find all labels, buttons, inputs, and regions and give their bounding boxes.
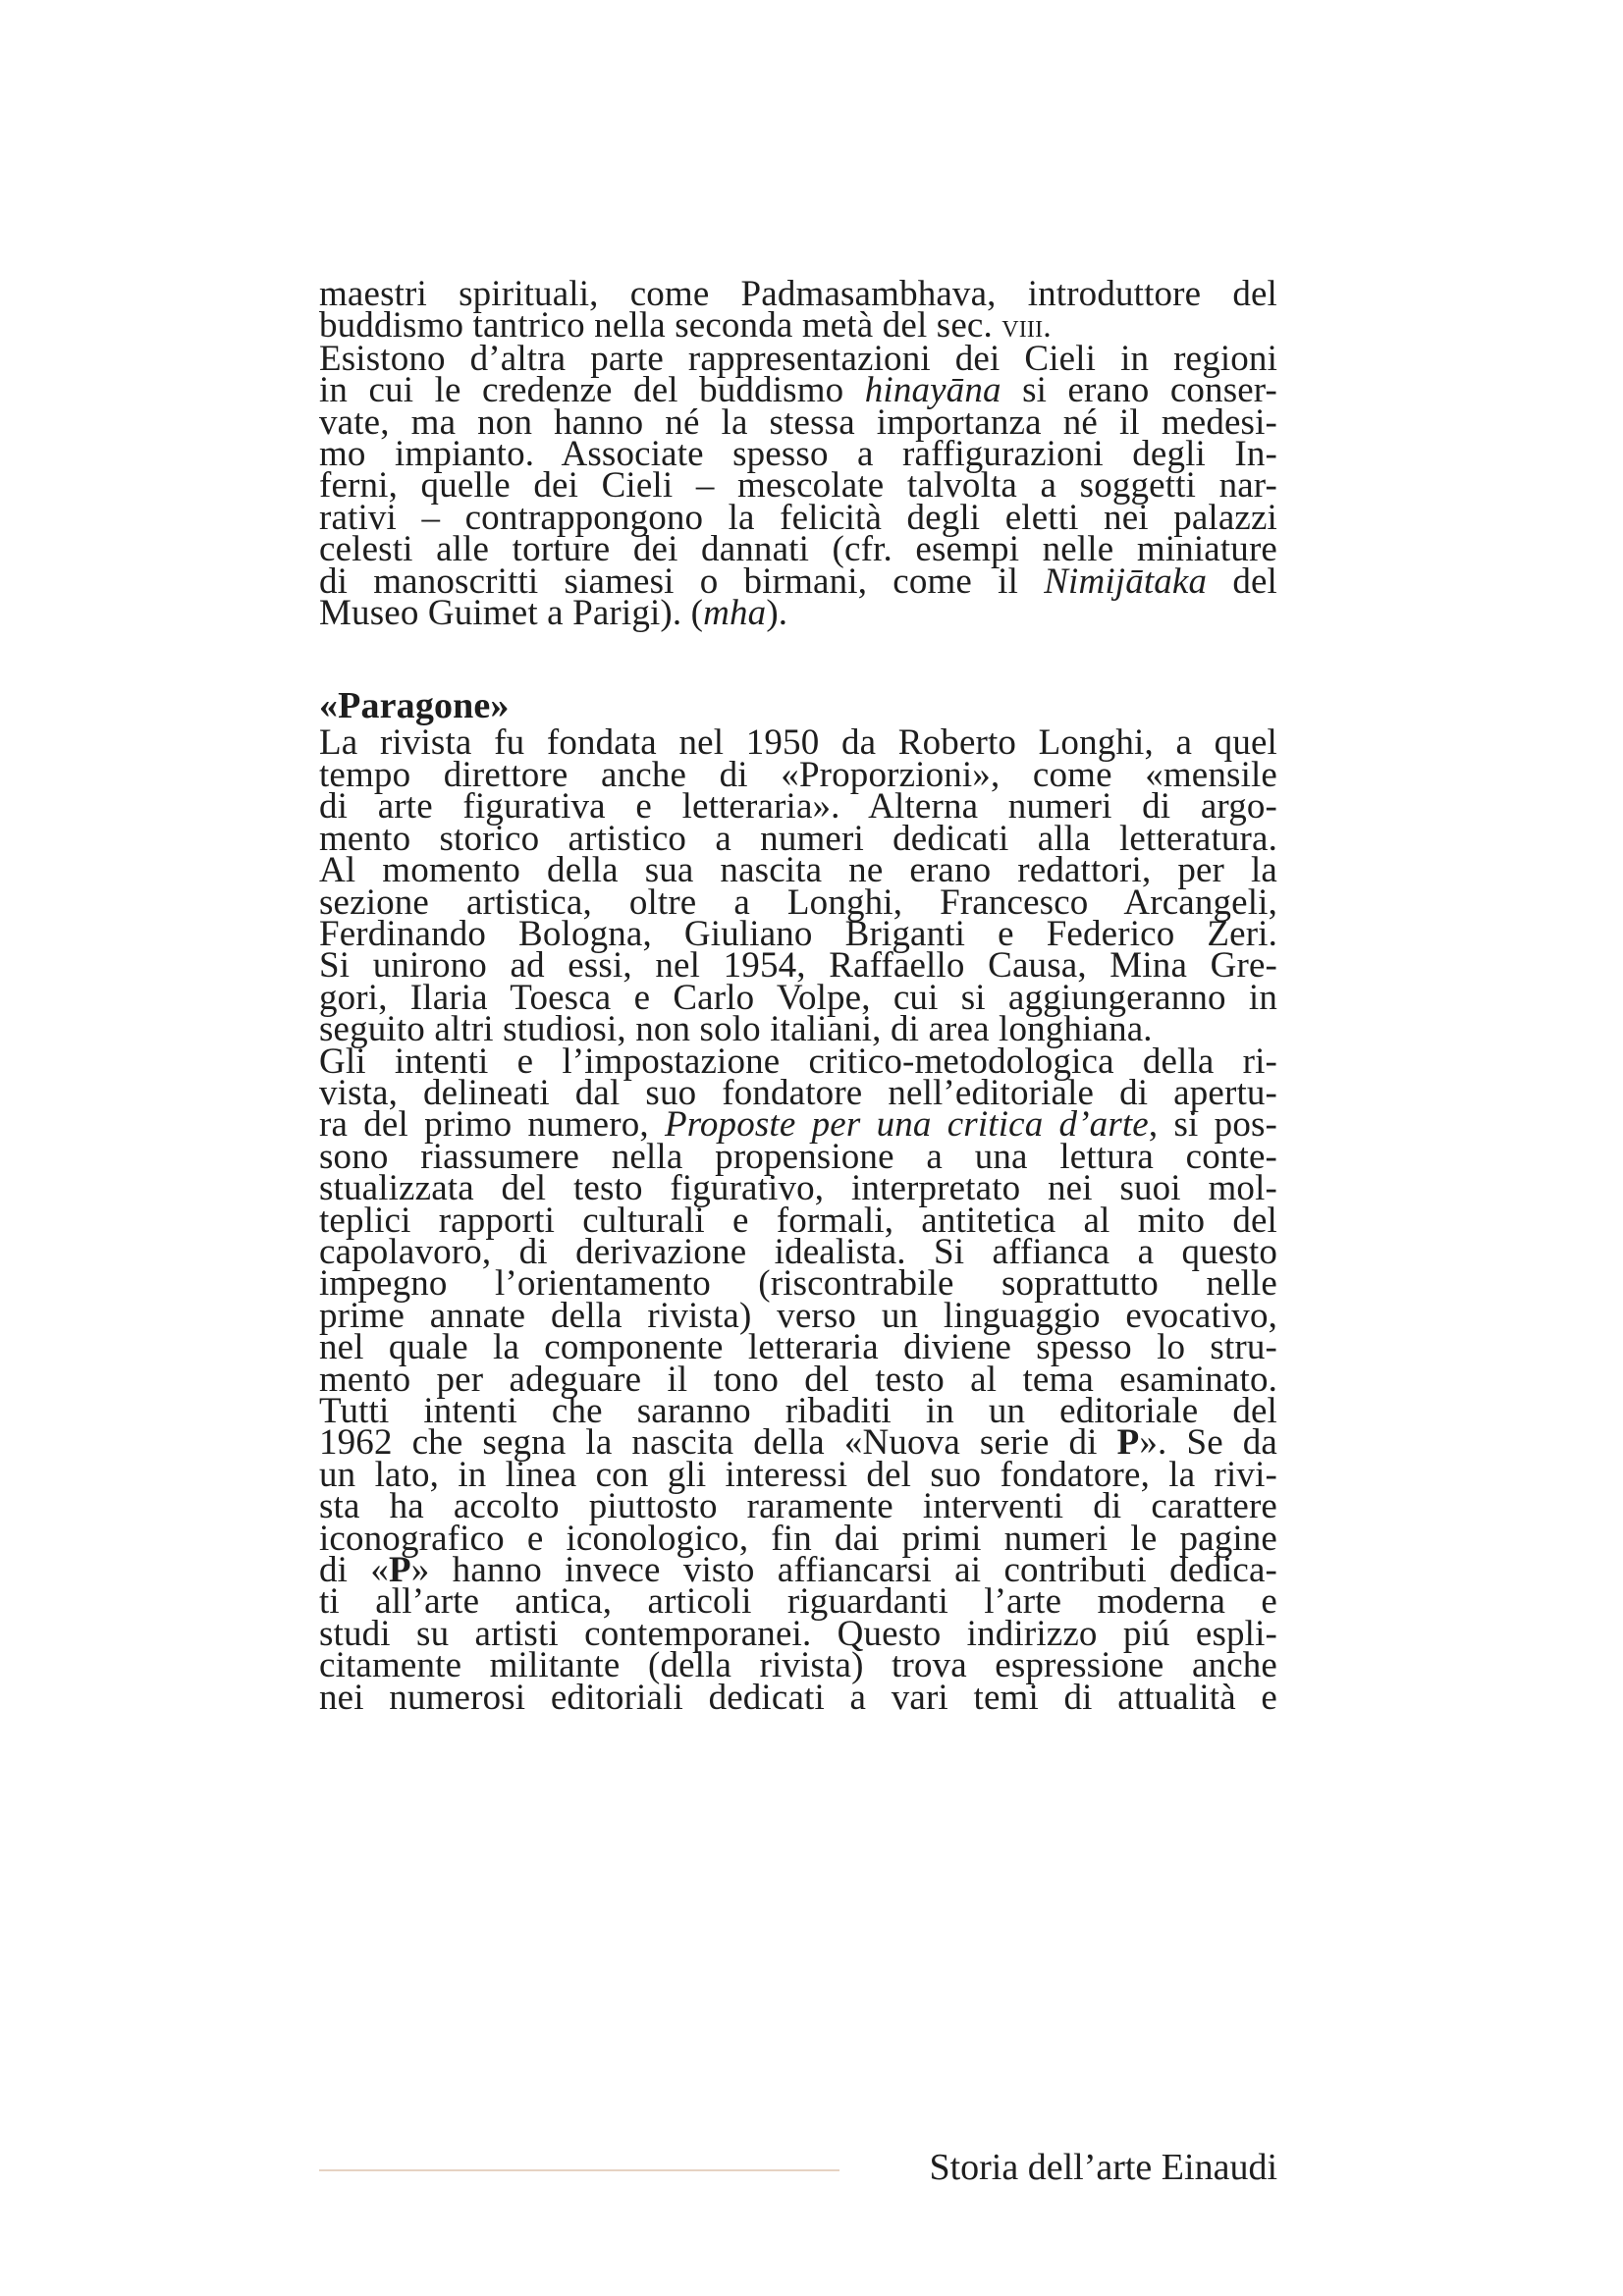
work-title: Nimijātaka (1044, 561, 1208, 602)
text-line: in cui le credenze del buddismo hinayāna si erano conser- (319, 370, 1278, 411)
text-line: maestri spirituali, come Padmasambhava, introduttore del (319, 274, 1277, 314)
intro-paragraph (319, 274, 1278, 634)
text-column (319, 274, 1278, 1718)
text-line: Museo Guimet a Parigi). (mha). (319, 593, 788, 634)
text-line: sono riassumere nella propensione a una lettura conte- (319, 1136, 1277, 1177)
text-line: Tutti intenti che saranno ribaditi in un editoriale del (319, 1391, 1277, 1431)
century-numeral: viii. (1001, 308, 1052, 346)
text-line: rativi – contrappongono la felicità degli eletti nei palazzi (319, 497, 1277, 538)
text-line: sezione artistica, oltre a Longhi, Francesco Arcangeli, (319, 881, 1277, 923)
text-line: seguito altri studiosi, non solo italiani, di area longhiana. (319, 1009, 1153, 1050)
text-line: Si unirono ad essi, nel 1954, Raffaello Causa, Mina Gre- (319, 945, 1277, 987)
text-line: mo impianto. Associate spesso a raffigurazioni degli In- (319, 434, 1277, 475)
page-footer (319, 2146, 1277, 2195)
text-line: di arte figurativa e letteraria». Alterna numeri di argo- (319, 786, 1277, 828)
text-line: iconografico e iconologico, fin dai primi numeri le pagine (319, 1518, 1277, 1559)
section-paragraph-1 (319, 722, 1277, 1050)
section-paragraph-2 (319, 1041, 1277, 1718)
text-line: stualizzata del testo figurativo, interpretato nei suoi mol- (319, 1168, 1277, 1209)
text-line: di manoscritti siamesi o birmani, come il Nimijātaka del (319, 561, 1277, 602)
text-line: sta ha accolto piuttosto raramente interventi di carattere (319, 1486, 1277, 1527)
text-line: citamente militante (della rivista) trova espressione anche (319, 1645, 1277, 1686)
text-line: Al momento della sua nascita ne erano redattori, per la (319, 850, 1277, 891)
editorial-title: Proposte per una critica d’arte (664, 1104, 1149, 1146)
text-line: mento storico artistico a numeri dedicati alla letteratura. (319, 818, 1277, 859)
text-line: ti all’arte antica, articoli riguardanti l’arte moderna e (319, 1581, 1277, 1623)
text-line: ferni, quelle dei Cieli – mescolate talvolta a soggetti nar- (319, 465, 1277, 507)
text-line: Ferdinando Bologna, Giuliano Briganti e Federico Zeri. (319, 913, 1277, 954)
text-line: capolavoro, di derivazione idealista. Si affianca a questo (319, 1231, 1277, 1272)
text-line: buddismo tantrico nella seconda metà del sec. viii. (319, 305, 1052, 347)
text-line: teplici rapporti culturali e formali, antitetica al mito del (319, 1200, 1277, 1241)
footer-rule (319, 2169, 839, 2171)
text-line: vista, delineati dal suo fondatore nell’editoriale di apertu- (319, 1072, 1277, 1113)
text-line: celesti alle torture dei dannati (cfr. esempi nelle miniature (319, 529, 1277, 570)
text-line: 1962 che segna la nascita della «Nuova serie di P». Se da (319, 1422, 1277, 1464)
text-line: vate, ma non hanno né la stessa importanza né il medesi- (319, 401, 1277, 443)
text-line: un lato, in linea con gli interessi del suo fondatore, la rivi- (319, 1454, 1277, 1495)
text-line: ra del primo numero, Proposte per una critica d’arte, si pos- (319, 1104, 1277, 1146)
running-title: Storia dell’arte Einaudi (929, 2147, 1277, 2188)
abbrev-p: P (1116, 1422, 1140, 1464)
hinayana-term: hinayāna (864, 370, 1001, 411)
text-line: tempo direttore anche di «Proporzioni», come «mensile (319, 754, 1277, 795)
text-line: La rivista fu fondata nel 1950 da Roberto Longhi, a quel (319, 722, 1277, 764)
section-title: «Paragone» (319, 685, 510, 727)
text-line: mento per adeguare il tono del testo al tema esaminato. (319, 1359, 1277, 1400)
text-line: Esistono d’altra parte rappresentazioni dei Cieli in regioni (319, 338, 1277, 379)
author-initials: mha (703, 593, 767, 634)
text-line: studi su artisti contemporanei. Questo indirizzo piú espli- (319, 1613, 1277, 1654)
text-line: gori, Ilaria Toesca e Carlo Volpe, cui si aggiungeranno in (319, 977, 1277, 1018)
text-line: Gli intenti e l’impostazione critico-metodologica della ri- (319, 1041, 1277, 1082)
abbrev-p: P (389, 1550, 411, 1591)
text-line: impegno l’orientamento (riscontrabile soprattutto nelle (319, 1263, 1277, 1305)
text-line: nel quale la componente letteraria diviene spesso lo stru- (319, 1327, 1277, 1368)
text-line: nei numerosi editoriali dedicati a vari temi di attualità e (319, 1677, 1277, 1718)
text-line: prime annate della rivista) verso un linguaggio evocativo, (319, 1295, 1277, 1336)
text-line: di «P» hanno invece visto affiancarsi ai contributi dedica- (319, 1550, 1277, 1591)
